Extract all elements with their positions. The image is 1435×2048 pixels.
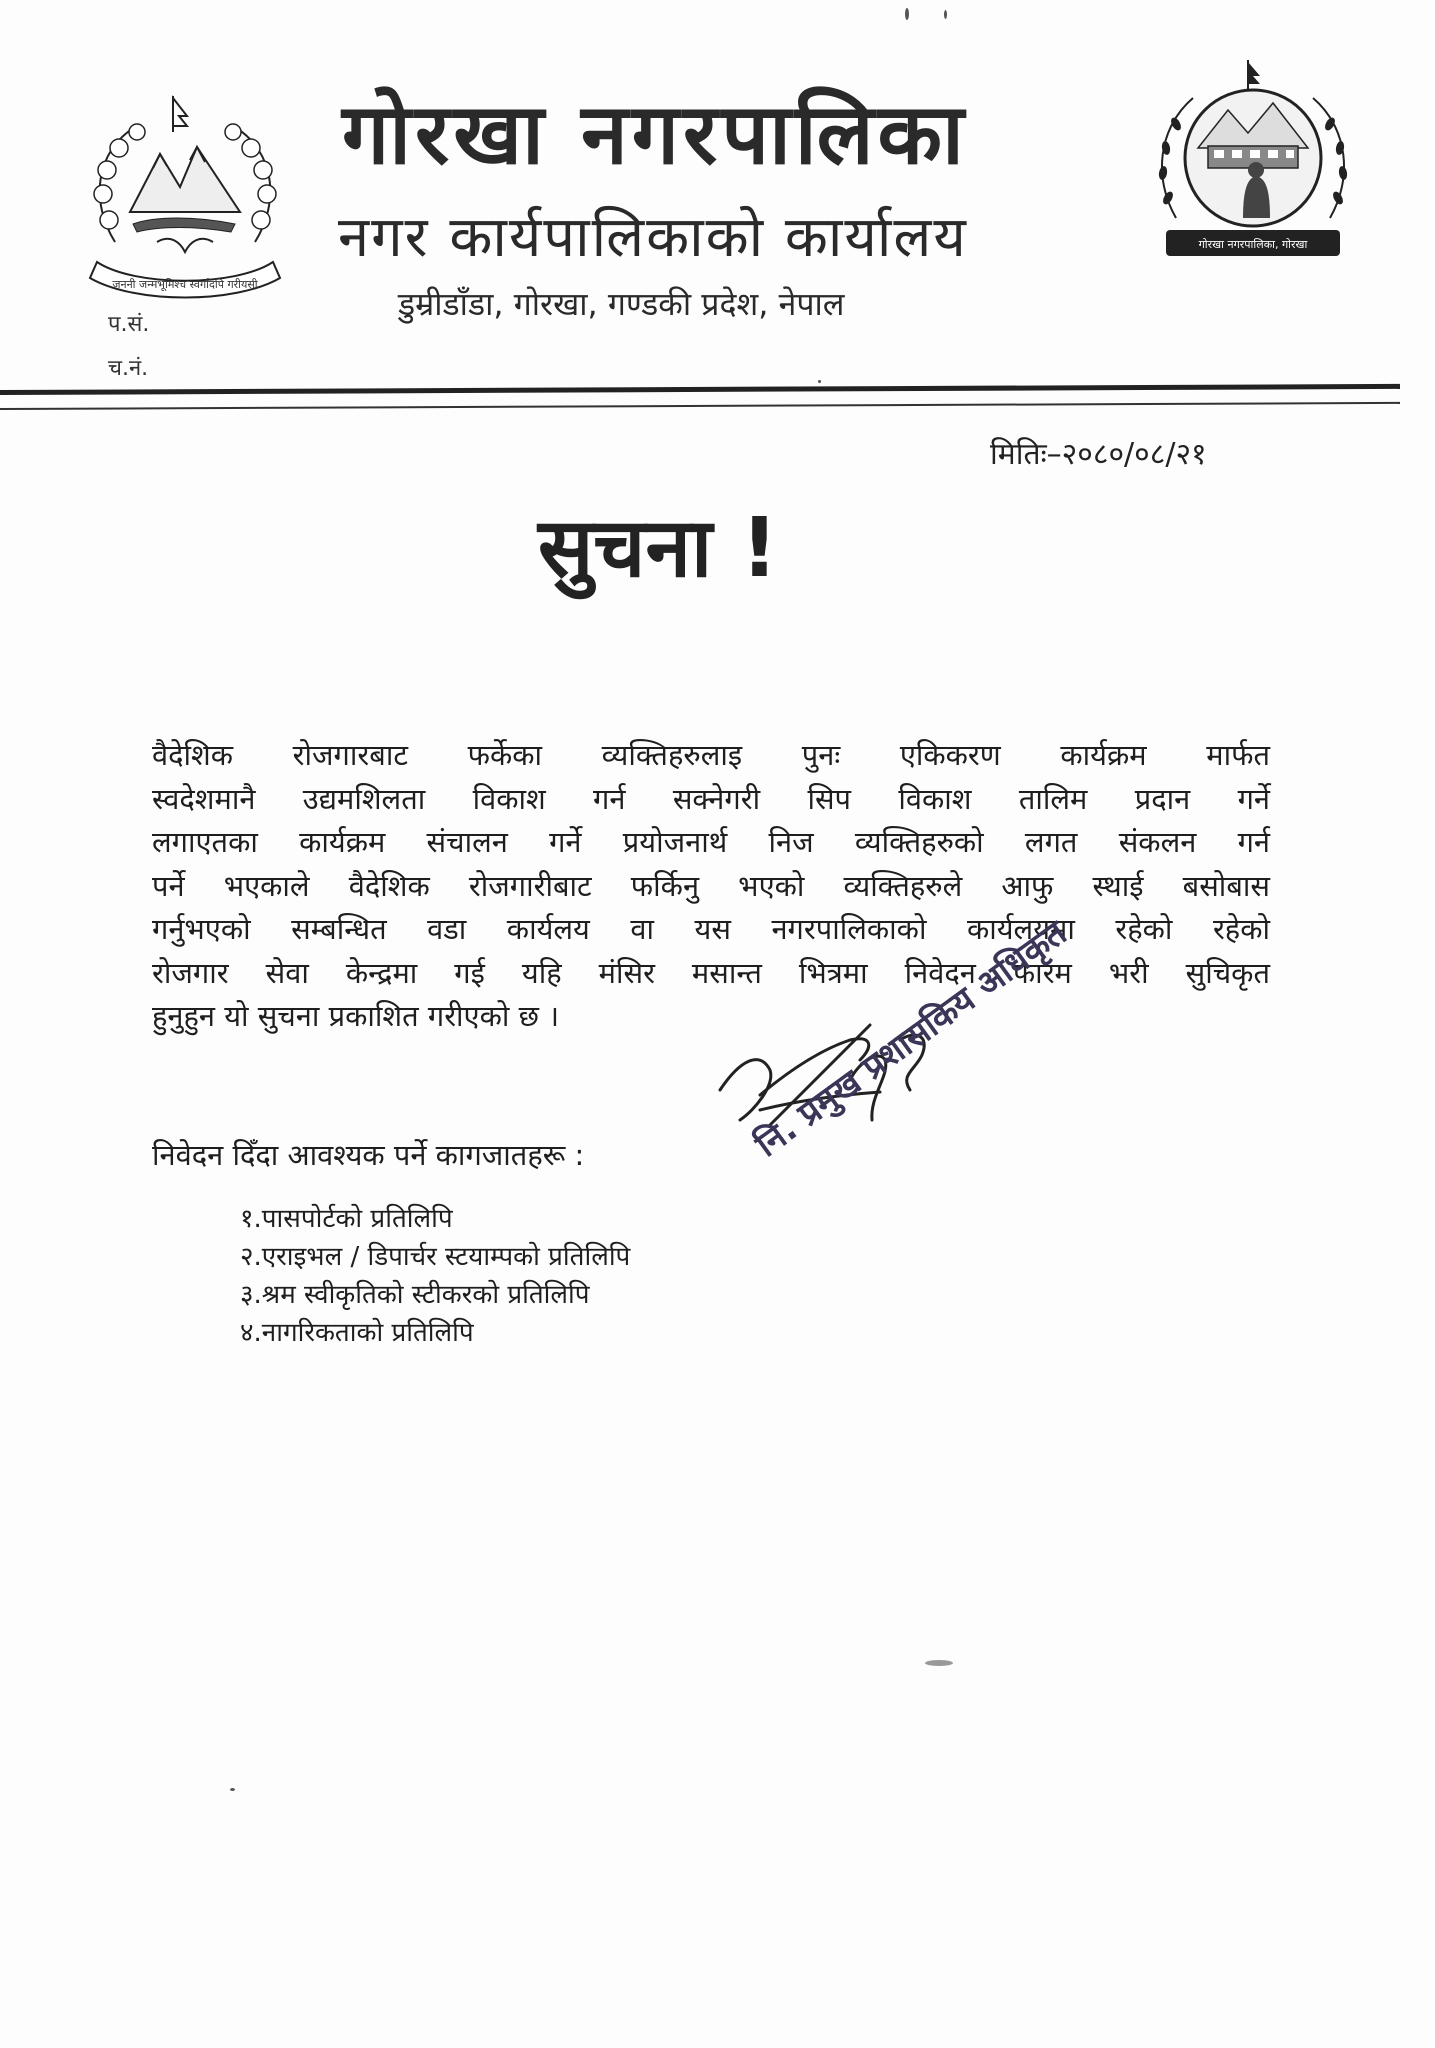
scan-speck <box>818 380 821 383</box>
header-divider-thick <box>0 384 1400 395</box>
municipality-title: गोरखा नगरपालिका <box>342 85 968 183</box>
notice-date: मितिः–२०८०/०८/२१ <box>990 437 1207 472</box>
document-item: २.एराइभल / डिपार्चर स्टयाम्पको प्रतिलिपि <box>240 1242 631 1272</box>
notice-body-line: स्वदेशमानै उद्यमशिलता विकाश गर्न सक्नेगरी सिप विकाश तालिम प्रदान गर्ने <box>152 781 1270 816</box>
notice-body-line: हुनुहुन यो सुचना प्रकाशित गरीएको छ । <box>152 999 560 1033</box>
notice-body-line: पर्ने भएकाले वैदेशिक रोजगारीबाट फर्किनु भएको व्यक्तिहरुले आफु स्थाई बसोबास <box>152 868 1270 903</box>
documents-list <box>240 1200 630 1352</box>
document-item: १.पासपोर्टको प्रतिलिपि <box>240 1204 453 1234</box>
scan-speck <box>230 1788 235 1791</box>
scan-speck <box>944 10 947 19</box>
ref-chalani-number: च.नं. <box>108 356 149 381</box>
right-seal-caption: गोरखा नगरपालिका, गोरखा <box>1198 238 1308 251</box>
notice-title: सुचना ! <box>538 501 779 596</box>
nepal-emblem-icon <box>75 92 295 302</box>
notice-body-line: लगाएतका कार्यक्रम संचालन गर्ने प्रयोजनार्थ निज व्यक्तिहरुको लगत संकलन गर्न <box>152 825 1270 859</box>
document-item: ३.श्रम स्वीकृतिको स्टीकरको प्रतिलिपि <box>240 1280 590 1310</box>
left-seal-caption: जननी जन्मभूमिश्च स्वर्गादपि गरीयसी <box>112 278 258 291</box>
documents-heading: निवेदन दिँदा आवश्यक पर्ने कागजातहरू : <box>152 1138 585 1172</box>
ref-patra-sankhya: प.सं. <box>108 312 150 337</box>
office-subtitle: नगर कार्यपालिकाको कार्यालय <box>338 205 968 270</box>
document-item: ४.नागरिकताको प्रतिलिपि <box>240 1318 474 1348</box>
notice-body-line: गर्नुभएको सम्बन्धित वडा कार्यलय वा यस नगरपालिकाको कार्यलयमा रहेको रहेको <box>152 912 1270 946</box>
scan-speck <box>905 8 909 20</box>
notice-body-line: वैदेशिक रोजगारबाट फर्केका व्यक्तिहरुलाइ पुनः एकिकरण कार्यक्रम मार्फत <box>152 738 1270 772</box>
notice-body <box>152 734 1270 1039</box>
scan-speck <box>925 1660 953 1666</box>
header-divider-thin <box>0 402 1400 410</box>
officer-stamp: नि. प्रमुख प्रशासकिय अधिकृत <box>748 913 1075 1166</box>
office-address: डुम्रीडाँडा, गोरखा, गण्डकी प्रदेश, नेपाल <box>398 285 845 323</box>
municipality-seal-icon <box>1148 58 1358 268</box>
notice-body-line: रोजगार सेवा केन्द्रमा गई यहि मंसिर मसान्त भित्रमा निवेदन फारम भरी सुचिकृत <box>152 955 1270 990</box>
